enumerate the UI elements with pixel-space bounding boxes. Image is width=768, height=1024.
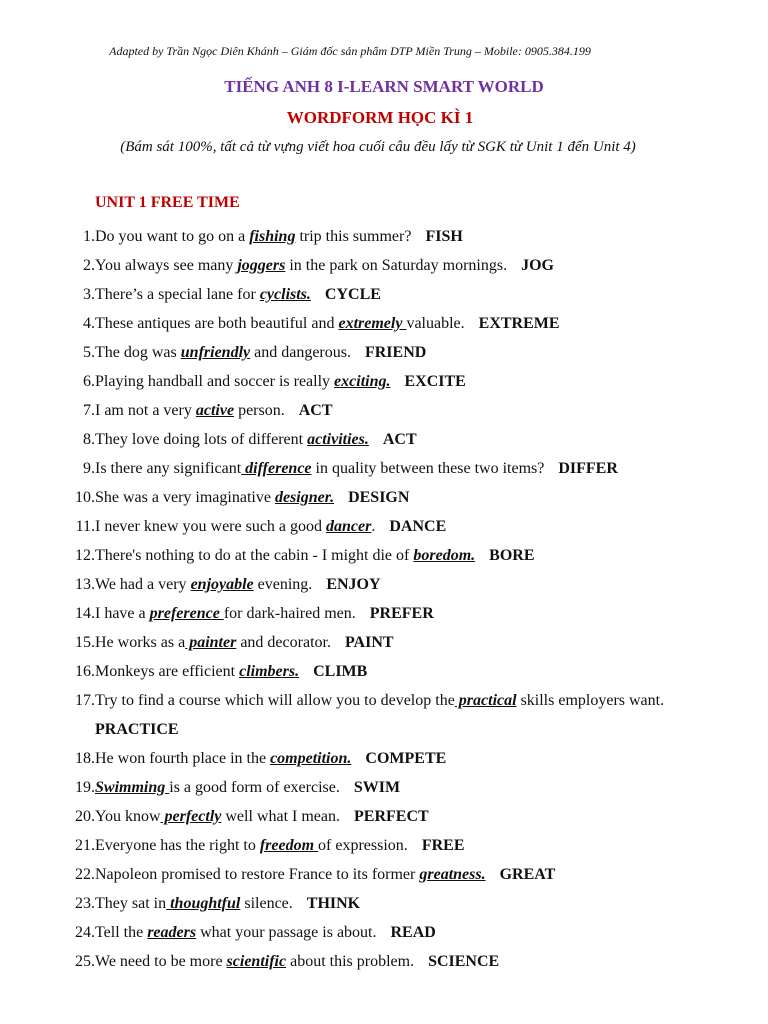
item-sentence [95,628,394,657]
root-word: FRIEND [364,344,427,361]
list-item [64,860,754,889]
list-item [64,338,754,367]
item-number: 14. [75,605,95,622]
item-number: 1. [83,228,95,245]
sentence-before: Do you want to go on a [95,228,250,245]
adapted-by-note: Adapted by Trần Ngọc Diên Khánh – Giám đốc sản phẩm DTP Miền Trung – Mobile: 0905.384.199 [109,44,591,58]
sentence-after: evening. [253,576,313,593]
item-sentence [95,309,560,338]
sentence-after: person. [234,402,285,419]
answer-word: greatness. [419,866,486,883]
item-sentence [95,802,429,831]
item-sentence [95,396,333,425]
sentence-before: Tell the [95,924,148,941]
sentence-after: valuable. [406,315,465,332]
root-word: ACT [382,431,417,448]
sentence-before: She was a very imaginative [95,489,275,506]
item-number: 2. [83,257,95,274]
item-sentence [95,483,409,512]
root-word: PAINT [344,634,394,651]
item-number: 7. [83,402,95,419]
list-item [64,657,754,686]
item-sentence [95,889,360,918]
item-number: 19. [75,779,95,796]
sentence-after: trip this summer? [295,228,412,245]
answer-word: designer. [274,489,335,506]
item-number: 24. [75,924,95,941]
list-item [64,570,754,599]
answer-word: activities. [307,431,369,448]
answer-word: active [195,402,235,419]
root-word: ACT [298,402,333,419]
answer-word: joggers [237,257,286,274]
sentence-after: in quality between these two items? [311,460,545,477]
item-number: 20. [75,808,95,825]
item-sentence [95,657,367,686]
answer-word: exciting. [334,373,391,390]
item-sentence [95,222,463,251]
sentence-before: You always see many [95,257,238,274]
item-sentence [95,570,381,599]
root-word: CLIMB [313,663,368,680]
list-item [64,483,754,512]
sentence-before: Napoleon promised to restore France to its former [95,866,420,883]
item-sentence [95,860,555,889]
item-sentence [95,251,554,280]
item-sentence [95,512,446,541]
list-item [64,918,754,947]
root-word: PREFER [369,605,434,622]
root-word: PRACTICE [95,721,179,738]
item-number: 17. [75,692,95,709]
sentence-after: and dangerous. [250,344,351,361]
list-item [64,309,754,338]
answer-word: scientific [226,953,287,970]
answer-word: painter [185,634,237,651]
item-sentence [95,599,434,628]
item-number: 8. [83,431,95,448]
item-number: 9. [83,460,95,477]
list-item [64,773,754,802]
item-sentence [95,367,466,396]
item-number: 25. [75,953,95,970]
root-word: COMPETE [365,750,447,767]
document-title: TIẾNG ANH 8 I-LEARN SMART WORLD [224,77,544,96]
item-number: 13. [75,576,95,593]
sentence-before: Monkeys are efficient [95,663,240,680]
root-word: EXTREME [478,315,560,332]
sentence-after: and decorator. [236,634,331,651]
answer-word: difference [241,460,312,477]
answer-word: freedom [259,837,319,854]
document-note: (Bám sát 100%, tất cả từ vựng viết hoa cuối câu đều lấy từ SGK từ Unit 1 đến Unit 4) [120,139,636,155]
sentence-before: He works as a [95,634,186,651]
item-sentence [95,425,417,454]
sentence-before: We had a very [95,576,191,593]
root-word: JOG [521,257,554,274]
answer-word: dancer [326,518,372,535]
answer-word: climbers. [239,663,300,680]
list-item [64,686,754,744]
item-number: 21. [75,837,95,854]
sentence-before: You know [95,808,161,825]
answer-word: preference [149,605,224,622]
answer-word: Swimming [95,779,170,796]
item-number: 5. [83,344,95,361]
list-item [64,831,754,860]
root-word: DIFFER [558,460,618,477]
root-word: DESIGN [348,489,410,506]
sentence-after: . [371,518,376,535]
list-item [64,222,754,251]
item-number: 11. [75,518,95,535]
root-word: EXCITE [404,373,466,390]
list-item [64,744,754,773]
sentence-after: skills employers want. [516,692,665,709]
sentence-before: The dog was [95,344,181,361]
sentence-before: I never knew you were such a good [95,518,327,535]
answer-word: cyclists. [259,286,311,303]
list-item [64,541,754,570]
list-item [64,628,754,657]
root-word: ENJOY [326,576,381,593]
sentence-after: for dark-haired men. [223,605,356,622]
answer-word: thoughtful [166,895,241,912]
list-item [64,280,754,309]
sentence-before: I am not a very [95,402,196,419]
item-number: 6. [83,373,95,390]
item-number: 16. [75,663,95,680]
sentence-before: These antiques are both beautiful and [95,315,339,332]
answer-word: boredom. [413,547,476,564]
item-sentence [95,773,400,802]
root-word: BORE [489,547,535,564]
sentence-after: of expression. [318,837,408,854]
list-item [64,889,754,918]
root-word: PERFECT [354,808,429,825]
root-word: FREE [421,837,465,854]
item-sentence [95,947,499,976]
sentence-before: I have a [95,605,150,622]
sentence-before: Playing handball and soccer is really [95,373,335,390]
list-item [64,251,754,280]
root-word: CYCLE [324,286,381,303]
sentence-after: about this problem. [286,953,415,970]
document-subtitle: WORDFORM HỌC KÌ 1 [286,108,474,127]
sentence-after: what your passage is about. [196,924,377,941]
sentence-before: There's nothing to do at the cabin - I might die of [95,547,414,564]
list-item [64,425,754,454]
item-number: 10. [75,489,95,506]
item-sentence [95,280,381,309]
unit-heading: UNIT 1 FREE TIME [95,194,240,211]
item-sentence [95,831,464,860]
root-word: DANCE [389,518,447,535]
item-number: 23. [75,895,95,912]
sentence-before: We need to be more [95,953,227,970]
list-item [64,396,754,425]
item-number: 3. [83,286,95,303]
item-sentence [95,454,618,483]
root-word: FISH [425,228,463,245]
root-word: SWIM [353,779,401,796]
answer-word: enjoyable [190,576,254,593]
answer-word: readers [147,924,197,941]
item-number: 12. [75,547,95,564]
answer-word: extremely [338,315,407,332]
sentence-after: in the park on Saturday mornings. [285,257,508,274]
sentence-before: He won fourth place in the [95,750,271,767]
sentence-before: They love doing lots of different [95,431,308,448]
list-item [64,454,754,483]
item-number: 15. [75,634,95,651]
sentence-after: silence. [240,895,293,912]
list-item [64,802,754,831]
exercise-list [64,222,754,976]
item-number: 4. [83,315,95,332]
item-sentence [95,918,436,947]
list-item [64,367,754,396]
sentence-before: Is there any significant [95,460,242,477]
item-number: 22. [75,866,95,883]
answer-word: fishing [249,228,296,245]
list-item [64,599,754,628]
sentence-before: There’s a special lane for [95,286,260,303]
root-word: READ [390,924,436,941]
answer-word: practical [454,692,517,709]
root-word: SCIENCE [428,953,500,970]
list-item [64,947,754,976]
sentence-after: is a good form of exercise. [169,779,340,796]
list-item [64,512,754,541]
item-sentence [95,744,446,773]
sentence-before: They sat in [95,895,167,912]
sentence-before: Try to find a course which will allow you to develop the [95,692,455,709]
item-sentence [95,541,534,570]
answer-word: unfriendly [180,344,251,361]
root-word: GREAT [499,866,556,883]
item-number: 18. [75,750,95,767]
item-sentence [95,338,426,367]
sentence-before: Everyone has the right to [95,837,260,854]
root-word: THINK [306,895,361,912]
answer-word: competition. [270,750,352,767]
item-sentence [95,686,745,744]
sentence-after: well what I mean. [221,808,340,825]
answer-word: perfectly [160,808,222,825]
